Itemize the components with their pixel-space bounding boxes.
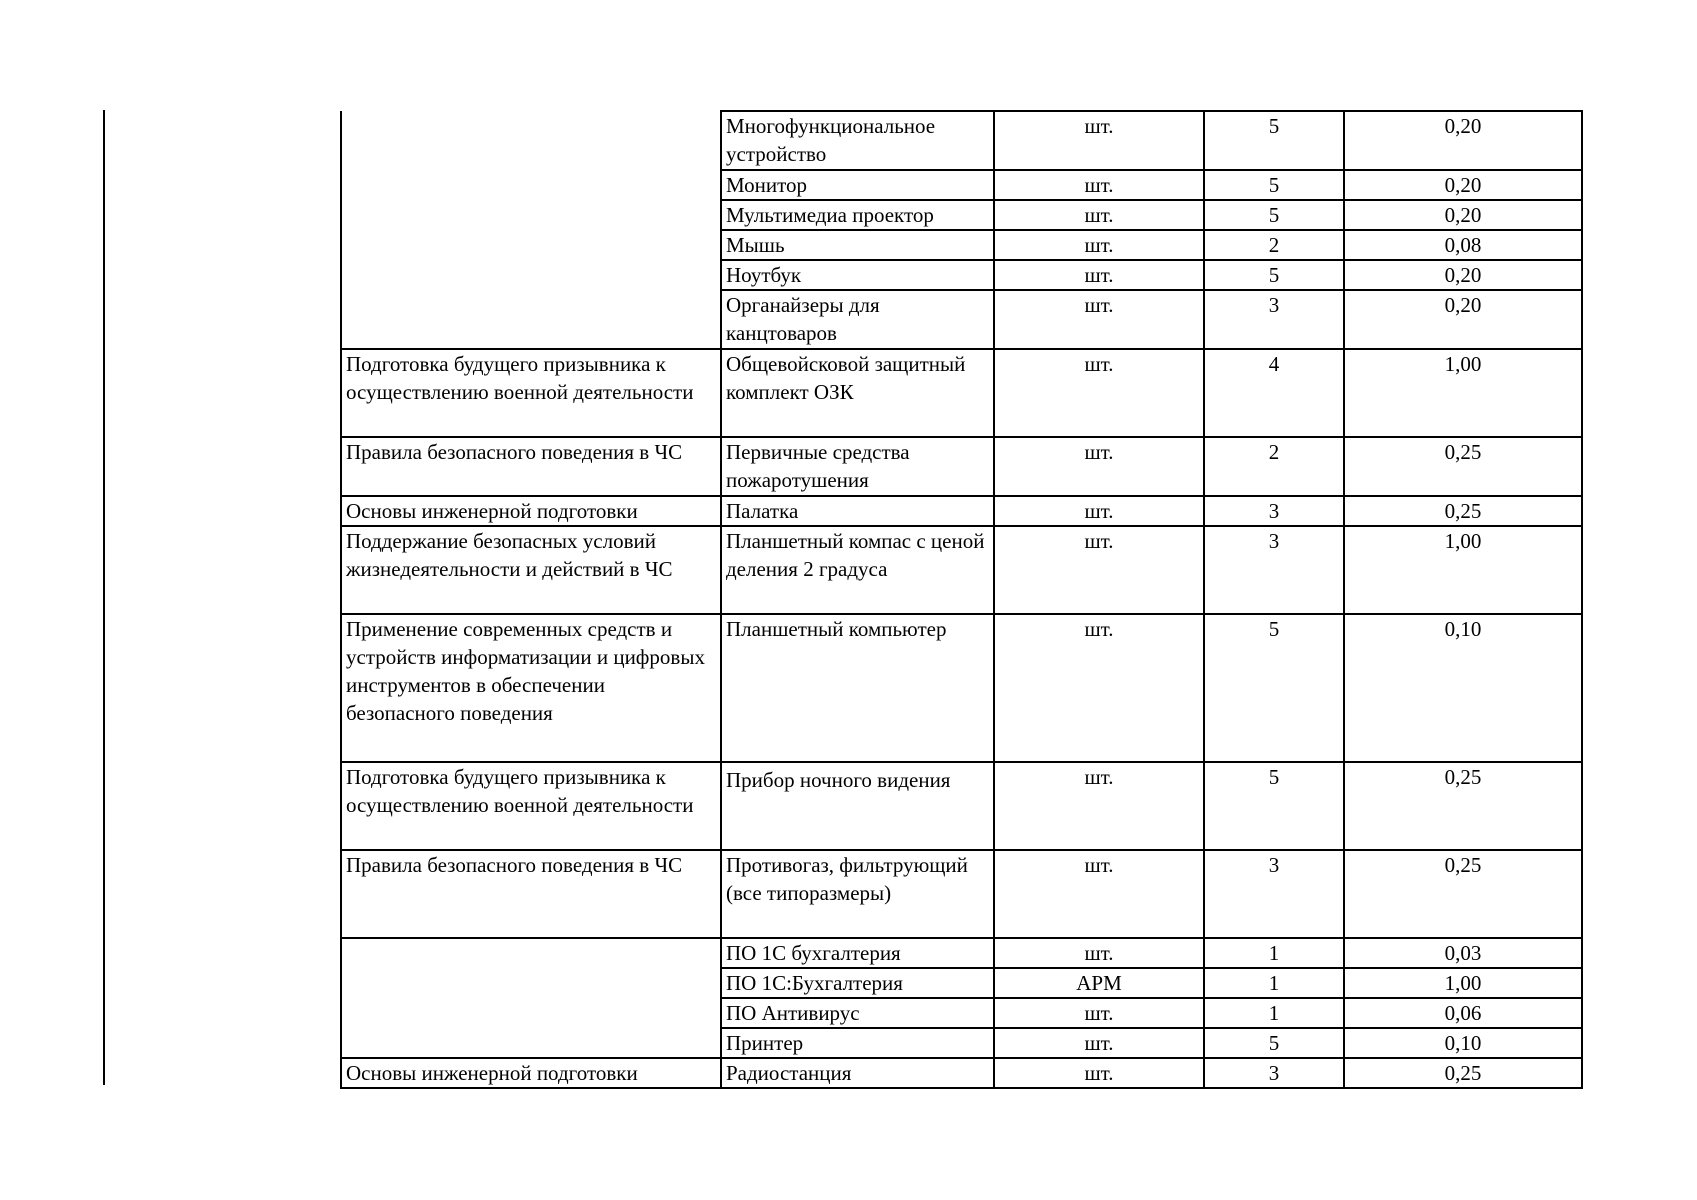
item-cell: Мультимедиа проектор: [721, 200, 994, 230]
table-row: [341, 111, 1582, 170]
unit-cell: шт.: [994, 111, 1204, 170]
unit-cell: шт.: [994, 1028, 1204, 1058]
value-cell: 1,00: [1344, 968, 1582, 998]
unit-cell: шт.: [994, 200, 1204, 230]
unit-cell: шт.: [994, 437, 1204, 496]
unit-cell: шт.: [994, 998, 1204, 1028]
value-cell: 0,03: [1344, 938, 1582, 968]
table-row: [341, 850, 1582, 938]
table-row: [341, 1058, 1582, 1088]
qty-cell: 1: [1204, 998, 1344, 1028]
topic-cell: Подготовка будущего призывника к осуществлению военной деятельности: [341, 762, 721, 850]
value-cell: 0,25: [1344, 850, 1582, 938]
unit-cell: шт.: [994, 938, 1204, 968]
item-cell: Мышь: [721, 230, 994, 260]
item-cell: Первичные средства пожаротушения: [721, 437, 994, 496]
table-row: [341, 526, 1582, 614]
table-row: [341, 762, 1582, 850]
unit-cell: шт.: [994, 526, 1204, 614]
topic-cell: [341, 938, 721, 1058]
topic-cell: Правила безопасного поведения в ЧС: [341, 437, 721, 496]
value-cell: 0,20: [1344, 170, 1582, 200]
topic-cell: Применение современных средств и устройств информатизации и цифровых инструментов в обеспечении безопасного поведения: [341, 614, 721, 762]
qty-cell: 2: [1204, 437, 1344, 496]
value-cell: 0,08: [1344, 230, 1582, 260]
table-row: [341, 437, 1582, 496]
unit-cell: АРМ: [994, 968, 1204, 998]
item-cell: Монитор: [721, 170, 994, 200]
qty-cell: 5: [1204, 260, 1344, 290]
item-cell: Планшетный компас с ценой деления 2 градуса: [721, 526, 994, 614]
topic-cell: Правила безопасного поведения в ЧС: [341, 850, 721, 938]
unit-cell: шт.: [994, 230, 1204, 260]
qty-cell: 5: [1204, 614, 1344, 762]
qty-cell: 1: [1204, 968, 1344, 998]
unit-cell: шт.: [994, 349, 1204, 437]
item-cell: Противогаз, фильтрующий (все типоразмеры): [721, 850, 994, 938]
qty-cell: 2: [1204, 230, 1344, 260]
table-row: [341, 614, 1582, 762]
qty-cell: 5: [1204, 762, 1344, 850]
left-margin-rule: [103, 110, 105, 1085]
value-cell: 0,10: [1344, 614, 1582, 762]
value-cell: 0,20: [1344, 200, 1582, 230]
table-row: [341, 938, 1582, 968]
value-cell: 0,06: [1344, 998, 1582, 1028]
value-cell: 0,25: [1344, 762, 1582, 850]
topic-cell: Подготовка будущего призывника к осуществлению военной деятельности: [341, 349, 721, 437]
unit-cell: шт.: [994, 496, 1204, 526]
value-cell: 0,25: [1344, 1058, 1582, 1088]
item-cell: Органайзеры для канцтоваров: [721, 290, 994, 349]
value-cell: 0,25: [1344, 496, 1582, 526]
table-row: [341, 349, 1582, 437]
qty-cell: 3: [1204, 526, 1344, 614]
item-cell: Радиостанция: [721, 1058, 994, 1088]
topic-cell: Основы инженерной подготовки: [341, 496, 721, 526]
qty-cell: 5: [1204, 170, 1344, 200]
qty-cell: 3: [1204, 496, 1344, 526]
topic-cell: Основы инженерной подготовки: [341, 1058, 721, 1088]
value-cell: 0,20: [1344, 260, 1582, 290]
unit-cell: шт.: [994, 1058, 1204, 1088]
unit-cell: шт.: [994, 170, 1204, 200]
topic-cell: [341, 111, 721, 349]
qty-cell: 3: [1204, 850, 1344, 938]
item-cell: ПО 1С бухгалтерия: [721, 938, 994, 968]
item-cell: Принтер: [721, 1028, 994, 1058]
qty-cell: 4: [1204, 349, 1344, 437]
unit-cell: шт.: [994, 762, 1204, 850]
item-cell: Палатка: [721, 496, 994, 526]
item-cell: Планшетный компьютер: [721, 614, 994, 762]
value-cell: 0,10: [1344, 1028, 1582, 1058]
item-cell: Ноутбук: [721, 260, 994, 290]
qty-cell: 5: [1204, 200, 1344, 230]
value-cell: 0,20: [1344, 111, 1582, 170]
qty-cell: 1: [1204, 938, 1344, 968]
unit-cell: шт.: [994, 850, 1204, 938]
item-cell: ПО 1С:Бухгалтерия: [721, 968, 994, 998]
item-cell: Прибор ночного видения: [721, 762, 994, 850]
qty-cell: 5: [1204, 111, 1344, 170]
table-row: [341, 496, 1582, 526]
value-cell: 0,20: [1344, 290, 1582, 349]
equipment-table: [340, 110, 1583, 1089]
value-cell: 0,25: [1344, 437, 1582, 496]
qty-cell: 3: [1204, 290, 1344, 349]
unit-cell: шт.: [994, 614, 1204, 762]
item-cell: Многофункциональное устройство: [721, 111, 994, 170]
qty-cell: 5: [1204, 1028, 1344, 1058]
value-cell: 1,00: [1344, 349, 1582, 437]
item-cell: Общевойсковой защитный комплект ОЗК: [721, 349, 994, 437]
topic-cell: Поддержание безопасных условий жизнедеятельности и действий в ЧС: [341, 526, 721, 614]
qty-cell: 3: [1204, 1058, 1344, 1088]
item-cell: ПО Антивирус: [721, 998, 994, 1028]
value-cell: 1,00: [1344, 526, 1582, 614]
unit-cell: шт.: [994, 260, 1204, 290]
unit-cell: шт.: [994, 290, 1204, 349]
